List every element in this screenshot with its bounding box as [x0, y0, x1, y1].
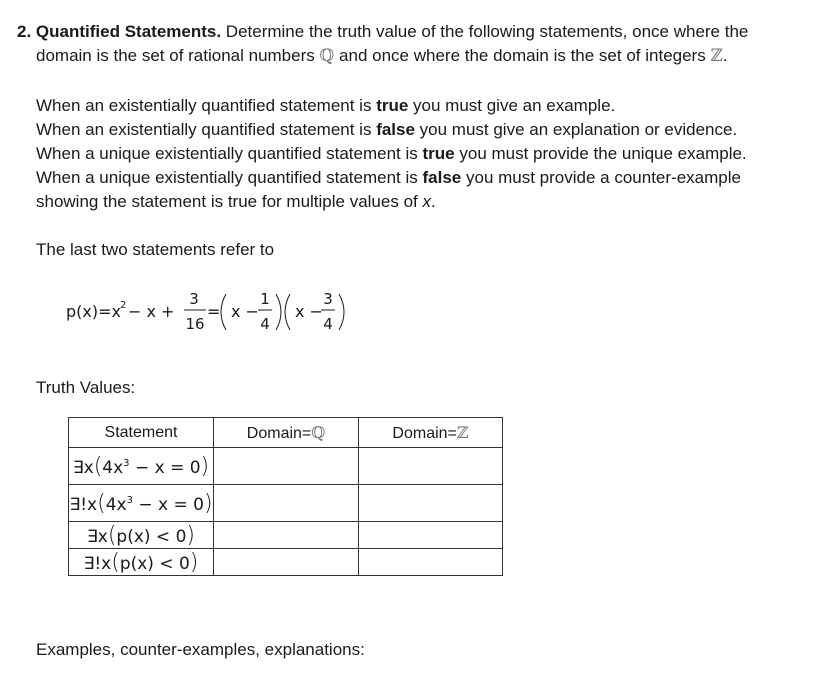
last-two-text: The last two statements refer to [36, 240, 275, 259]
rule-line-1 [36, 94, 615, 118]
problem-intro-1: Determine the truth value of the following statements, once where the [225, 22, 749, 41]
problem-intro-2a: domain is the set of rational numbers [36, 46, 315, 65]
paren-close-1 [276, 294, 281, 330]
paren-open-1 [221, 294, 226, 330]
rule-keyword: true [422, 144, 455, 163]
rule-text: When a unique existentially quantified statement is [36, 144, 423, 163]
statement-cell: ∃!x(p(x) < 0) [69, 549, 214, 576]
frac2-den: 4 [260, 315, 270, 333]
rule-keyword: false [376, 120, 415, 139]
answer-cell-z[interactable] [359, 448, 503, 485]
eq-exponent: 2 [120, 300, 127, 311]
frac3-num: 3 [323, 290, 333, 308]
statement-body: 4x [102, 457, 124, 478]
header-domain-q [214, 418, 359, 448]
statement-tail: − x = 0 [132, 494, 204, 515]
rule-text: you must give an example. [408, 96, 616, 115]
statement-cell: $\exists x(4x^3 - x = 0)$ [69, 448, 214, 485]
table-header-row [69, 418, 503, 448]
truth-values-label: Truth Values: [36, 378, 136, 397]
quantifier: ∃x [87, 526, 108, 547]
problem-intro-2b: and once where the domain is the set of integers [339, 46, 706, 65]
rule-keyword: true [376, 96, 409, 115]
answer-cell-q[interactable] [214, 549, 359, 576]
polynomial-equation [64, 286, 364, 338]
rationals-symbol: ℚ [319, 46, 335, 66]
statement-exponent: 3 [123, 457, 130, 469]
rule-text: you must provide a counter-example [461, 168, 741, 187]
rule-line-2 [36, 118, 737, 142]
answer-cell-q[interactable] [214, 485, 359, 522]
answer-cell-z[interactable] [359, 522, 503, 549]
answer-cell-q[interactable] [214, 448, 359, 485]
statement-exponent: 3 [126, 494, 133, 506]
rule-text: When a unique existentially quantified statement is [36, 168, 423, 187]
examples-label: Examples, counter-examples, explanations: [36, 640, 365, 659]
frac1-num: 3 [189, 290, 199, 308]
eq-lhs: p(x)=x [66, 302, 121, 321]
rule-text: When an existentially quantified statement is [36, 120, 377, 139]
eq-equals: = [207, 302, 221, 321]
answer-cell-z[interactable] [359, 549, 503, 576]
rule-line-4 [36, 166, 741, 190]
truth-table [68, 417, 503, 576]
header-domain-z [359, 418, 503, 448]
problem-title: Quantified Statements. [35, 22, 222, 41]
rule-text: you must provide the unique example. [454, 144, 747, 163]
quantifier: ∃x [72, 457, 94, 478]
eq-x2: x − [295, 302, 323, 321]
period: . [722, 46, 728, 65]
header-statement: Statement [69, 418, 214, 448]
problem-line-1 [17, 20, 748, 44]
statement-cell: ∃x(p(x) < 0) [69, 522, 214, 549]
quantifier: ∃!x [83, 553, 112, 574]
integers-symbol: ℤ [456, 422, 469, 442]
eq-x1: x − [231, 302, 259, 321]
rule-keyword: false [422, 168, 462, 187]
table-row [69, 485, 503, 522]
frac2-num: 1 [260, 290, 270, 308]
header-label: Domain= [246, 424, 312, 442]
table-row [69, 448, 503, 485]
rule-line-3 [36, 142, 747, 166]
rule-variable: x [422, 192, 431, 211]
statement-body: 4x [105, 494, 127, 515]
frac1-den: 16 [185, 315, 205, 333]
answer-cell-z[interactable] [359, 485, 503, 522]
statement-body: p(x) < 0 [116, 526, 187, 547]
table-row [69, 522, 503, 549]
frac3-den: 4 [323, 315, 333, 333]
rule-text: When an existentially quantified statement is [36, 96, 377, 115]
problem-number: 2. [17, 22, 32, 41]
problem-line-2 [36, 44, 728, 68]
rule-text: . [430, 192, 436, 211]
rationals-symbol: ℚ [311, 422, 326, 442]
eq-mid: − x + [128, 302, 175, 321]
statement-body: p(x) < 0 [119, 553, 190, 574]
rule-text: showing the statement is true for multiple values of [36, 192, 423, 211]
paren-open-2 [285, 294, 290, 330]
table-row [69, 549, 503, 576]
statement-tail: − x = 0 [129, 457, 201, 478]
paren-close-2 [339, 294, 344, 330]
integers-symbol: ℤ [710, 46, 723, 66]
rule-text: you must give an explanation or evidence. [414, 120, 738, 139]
quantifier: ∃!x [69, 494, 98, 515]
header-label: Domain= [392, 424, 457, 442]
statement-cell: $\exists!x(4x^3 - x = 0)$ [69, 485, 214, 522]
rule-line-5 [36, 190, 436, 214]
answer-cell-q[interactable] [214, 522, 359, 549]
